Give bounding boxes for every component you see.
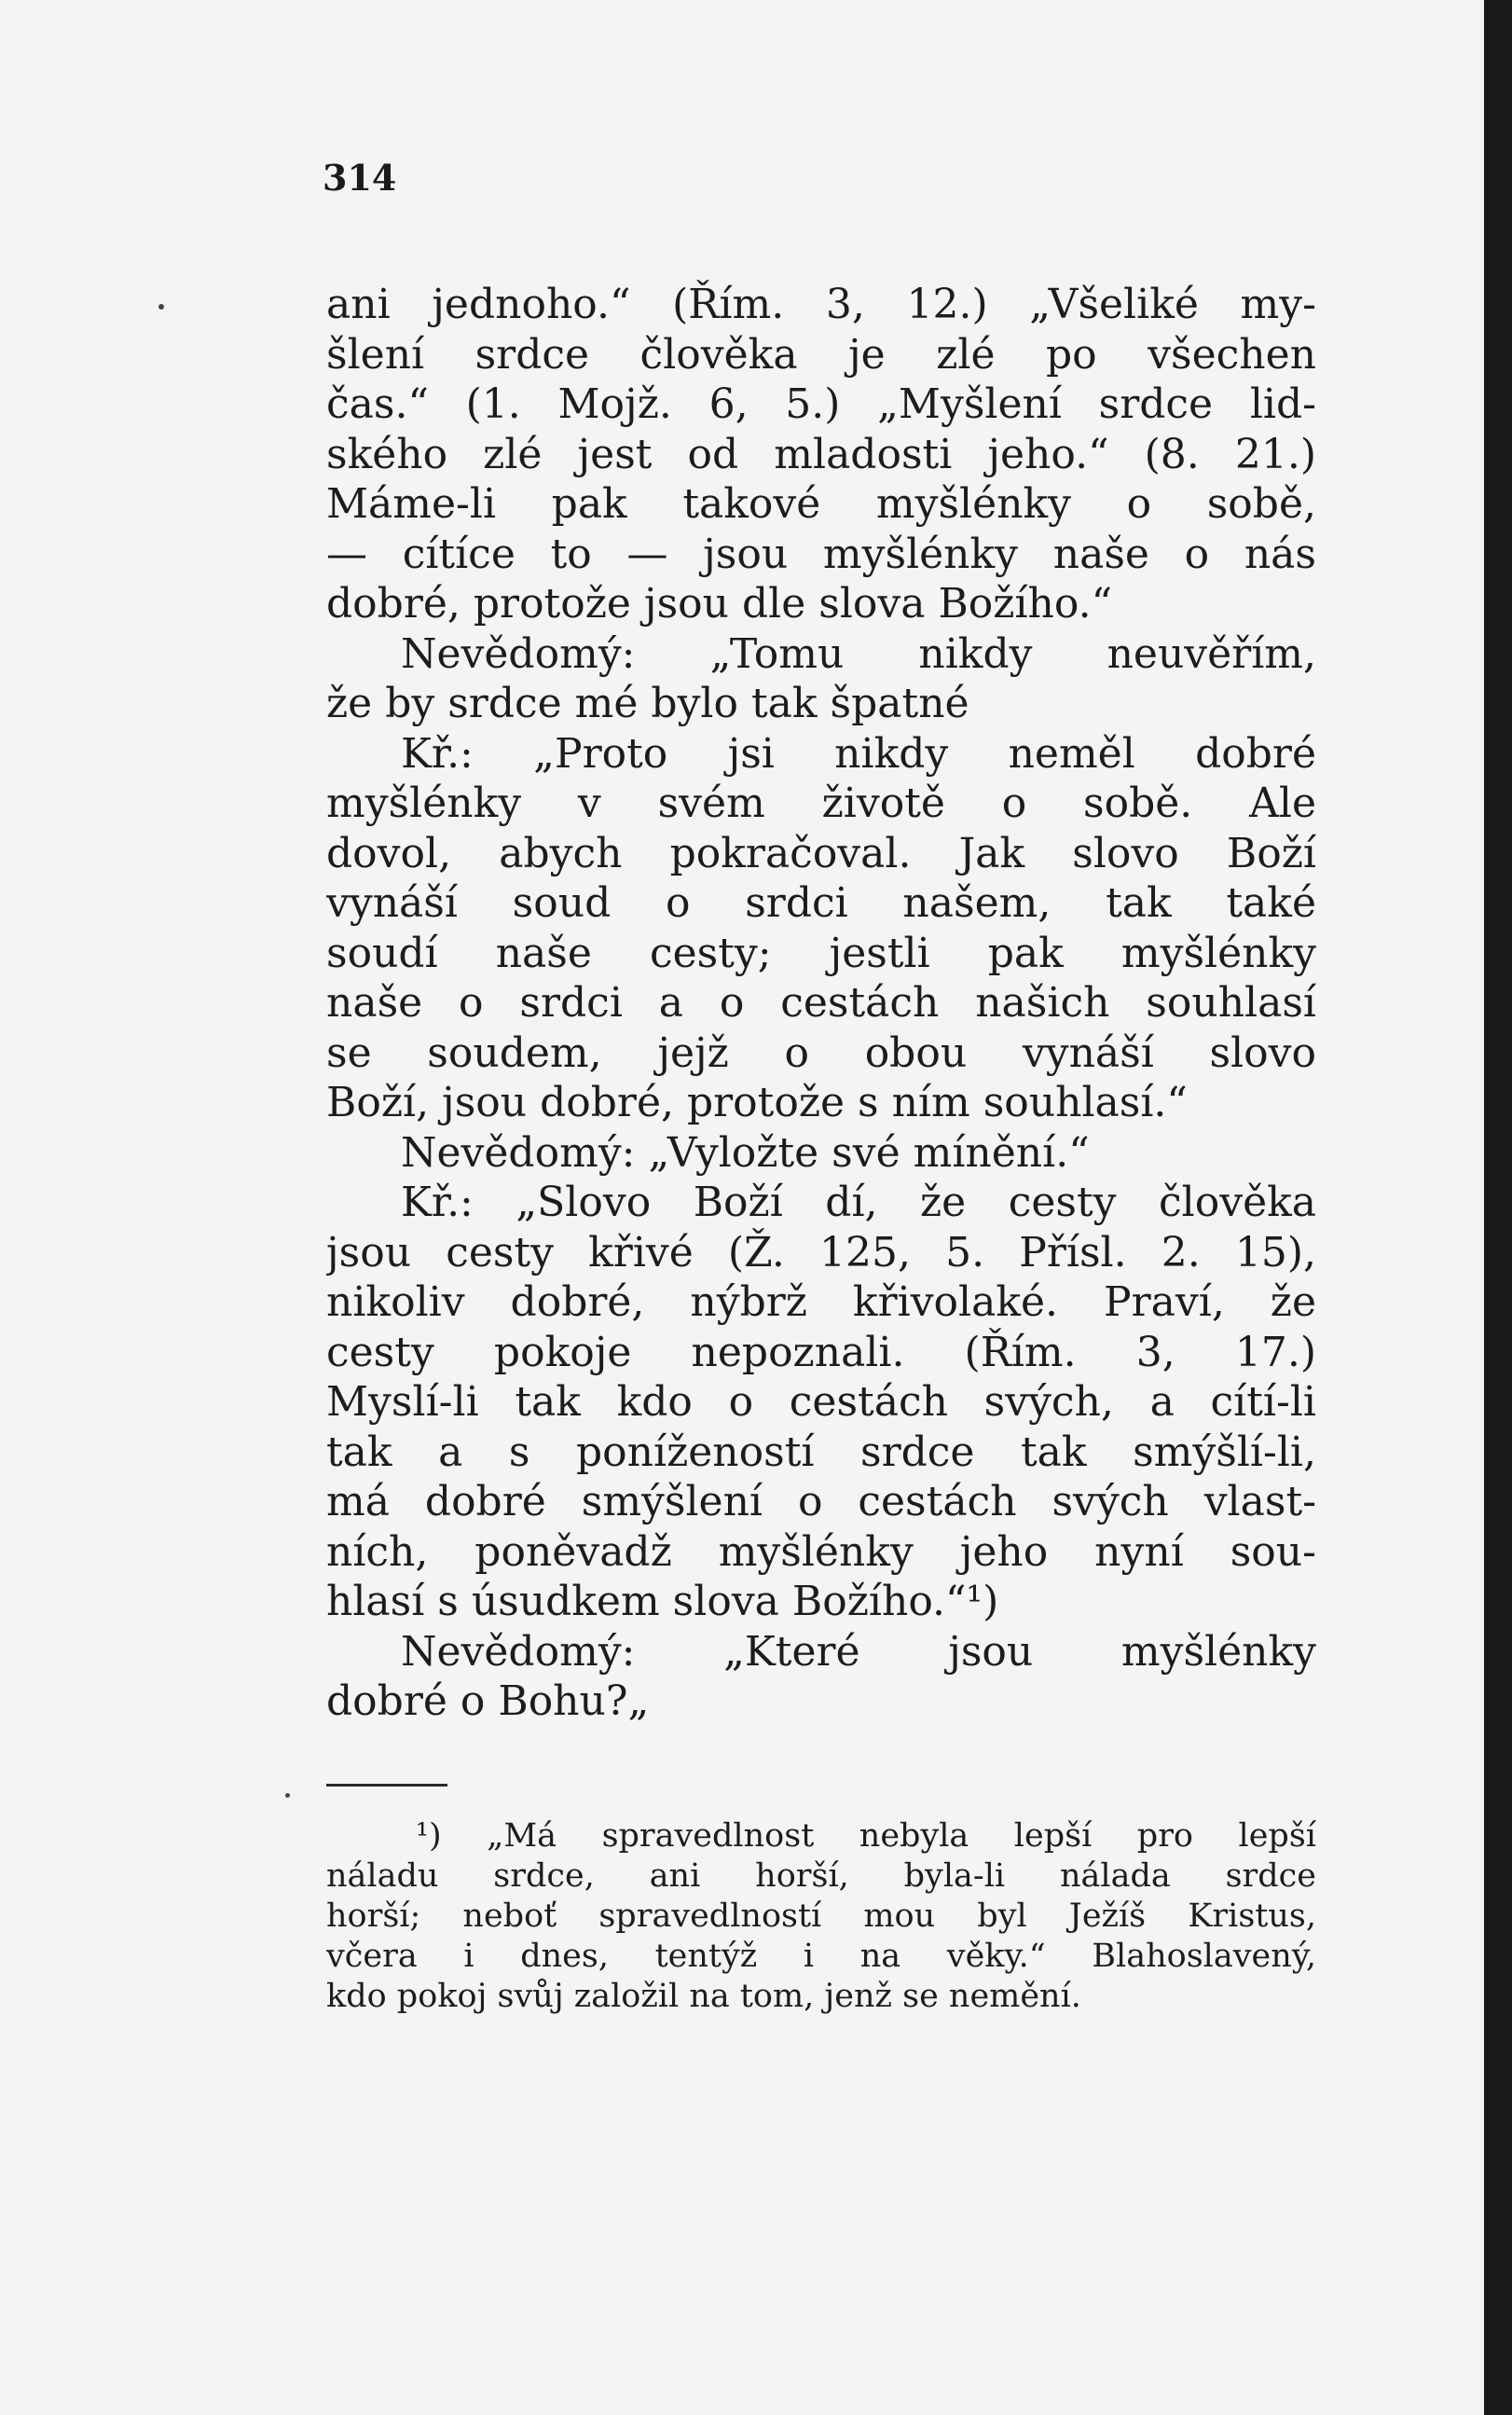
text-line: Nevědomý: „Které jsou myšlénky: [401, 1627, 1316, 1676]
text-line: vynáší soud o srdci našem, tak také: [326, 879, 1316, 927]
text-line: — cítíce to — jsou myšlénky naše o nás: [326, 530, 1316, 578]
text-line: myšlénky v svém životě o sobě. Ale: [326, 780, 1316, 827]
footnote-line: kdo pokoj svůj založil na tom, jenž se nemění.: [326, 1978, 1081, 2015]
text-line: dovol, abych pokračoval. Jak slovo Boží: [326, 829, 1316, 877]
footnote-line: horší; neboť spravedlností mou byl Ježíš Kristus,: [326, 1898, 1316, 1935]
text-line: Kř.: „Slovo Boží dí, že cesty člověka: [401, 1179, 1316, 1226]
text-line: čas.“ (1. Mojž. 6, 5.) „Myšlení srdce lid-: [326, 380, 1316, 428]
page-number: 314: [323, 157, 397, 199]
body-text: [326, 280, 1316, 1727]
text-line: cesty pokoje nepoznali. (Řím. 3, 17.): [326, 1328, 1316, 1376]
text-line: Boží, jsou dobré, protože s ním souhlasí.“: [326, 1079, 1188, 1126]
text-line: Kř.: „Proto jsi nikdy neměl dobré: [401, 729, 1316, 778]
text-line: nikoliv dobré, nýbrž křivolaké. Praví, že: [326, 1278, 1316, 1326]
footnote-separator: [326, 1784, 447, 1787]
text-line: Nevědomý: „Tomu nikdy neuvěřím,: [401, 629, 1316, 678]
text-line: jsou cesty křivé (Ž. 125, 5. Přísl. 2. 15),: [326, 1228, 1316, 1276]
text-line: dobré o Bohu?„: [326, 1677, 650, 1725]
scan-speck: [285, 1793, 290, 1798]
text-line: ského zlé jest od mladosti jeho.“ (8. 21.): [326, 430, 1316, 478]
footnote: [326, 1816, 1316, 2017]
text-line: že by srdce mé bylo tak špatné: [326, 680, 969, 727]
scan-edge: [1484, 0, 1512, 2415]
text-line: naše o srdci a o cestách našich souhlasí: [326, 979, 1316, 1027]
footnote-line: náladu srdce, ani horší, byla-li nálada srdce: [326, 1857, 1316, 1895]
text-line: hlasí s úsudkem slova Božího.“¹): [326, 1578, 999, 1625]
footnote-line: ¹) „Má spravedlnost nebyla lepší pro lepší: [416, 1817, 1316, 1855]
text-line: šlení srdce člověka je zlé po všechen: [326, 330, 1316, 379]
text-line: má dobré smýšlení o cestách svých vlast-: [326, 1478, 1316, 1525]
text-line: Máme-li pak takové myšlénky o sobě,: [326, 480, 1316, 528]
text-line: ani jednoho.“ (Řím. 3, 12.) „Všeliké my-: [326, 281, 1316, 328]
footnote-line: včera i dnes, tentýž i na věky.“ Blahoslavený,: [326, 1938, 1316, 1975]
text-line: dobré, protože jsou dle slova Božího.“: [326, 580, 1113, 628]
text-line: soudí naše cesty; jestli pak myšlénky: [326, 929, 1316, 977]
text-line: Nevědomý: „Vyložte své mínění.“: [401, 1128, 1090, 1177]
text-line: ních, poněvadž myšlénky jeho nyní sou-: [326, 1527, 1316, 1576]
text-line: se soudem, jejž o obou vynáší slovo: [326, 1028, 1316, 1077]
text-line: tak a s ponížeností srdce tak smýšlí-li,: [326, 1428, 1316, 1476]
scan-speck: [158, 304, 164, 310]
text-line: Myslí-li tak kdo o cestách svých, a cítí-li: [326, 1378, 1316, 1426]
